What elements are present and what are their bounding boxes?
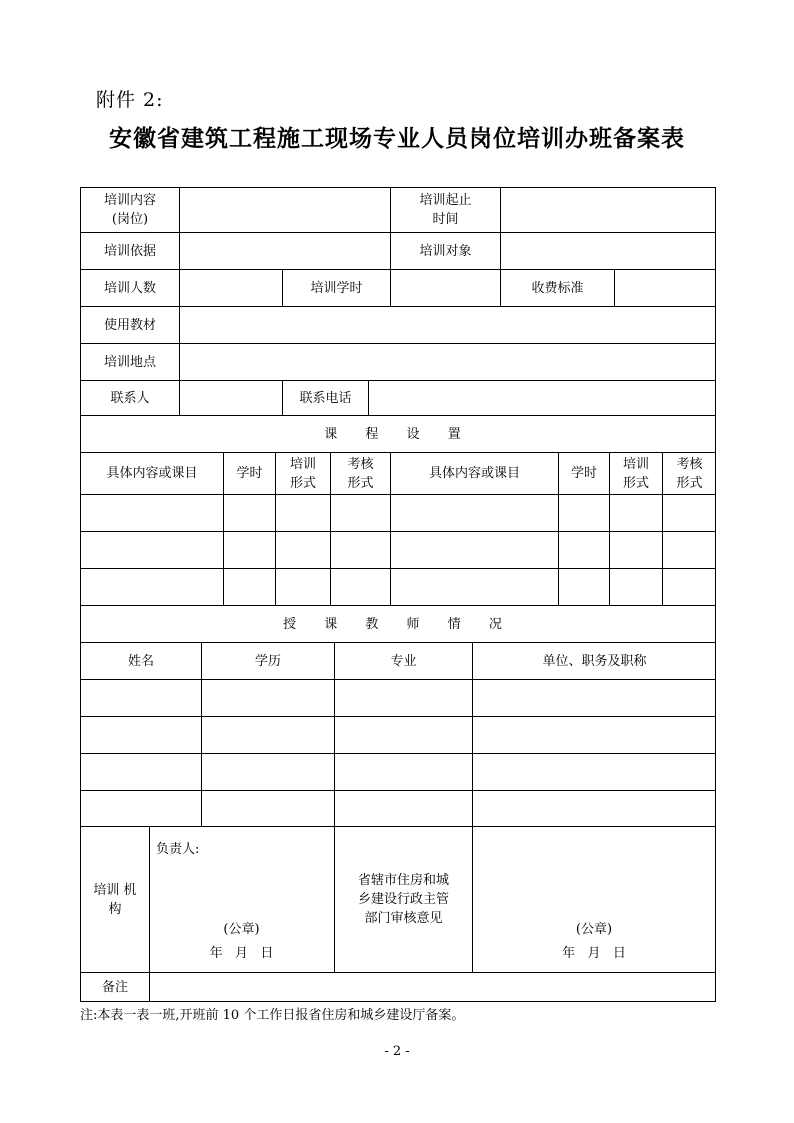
- course-section-title: 课 程 设 置: [80, 415, 716, 452]
- institution-date-label: 年 月 日: [209, 946, 274, 961]
- contact-person-label: 联系人: [80, 380, 179, 415]
- teacher-header-unit-title: 单位、职务及职称: [472, 642, 716, 679]
- course-header-hours-2: 学时: [558, 452, 609, 494]
- course-cell[interactable]: [609, 531, 662, 568]
- course-cell[interactable]: [80, 531, 223, 568]
- trainee-count-label: 培训人数: [80, 269, 179, 306]
- institution-seal-label: (公章): [223, 922, 260, 937]
- course-header-content-1: 具体内容或课目: [80, 452, 223, 494]
- teacher-header-education: 学历: [201, 642, 334, 679]
- training-hours-label: 培训学时: [282, 269, 390, 306]
- teacher-cell[interactable]: [472, 790, 716, 826]
- course-header-assess-2: 考核 形式: [662, 452, 716, 494]
- course-cell[interactable]: [390, 568, 558, 605]
- textbook-field[interactable]: [179, 306, 716, 343]
- contact-phone-field[interactable]: [368, 380, 716, 415]
- course-cell[interactable]: [275, 494, 330, 531]
- teacher-cell[interactable]: [334, 790, 472, 826]
- course-cell[interactable]: [223, 568, 275, 605]
- teacher-section-title: 授 课 教 师 情 况: [80, 605, 716, 642]
- authority-review-label: 省辖市住房和城 乡建设行政主管 部门审核意见: [334, 826, 472, 972]
- training-target-label: 培训对象: [390, 232, 500, 269]
- teacher-cell[interactable]: [334, 716, 472, 753]
- training-period-field[interactable]: [500, 187, 716, 232]
- course-cell[interactable]: [80, 568, 223, 605]
- contact-phone-label: 联系电话: [282, 380, 368, 415]
- teacher-cell[interactable]: [80, 790, 201, 826]
- training-location-label: 培训地点: [80, 343, 179, 380]
- teacher-header-name: 姓名: [80, 642, 201, 679]
- training-content-label: 培训内容 (岗位): [80, 187, 179, 232]
- teacher-cell[interactable]: [334, 753, 472, 790]
- course-header-form-2: 培训 形式: [609, 452, 662, 494]
- course-cell[interactable]: [558, 568, 609, 605]
- course-header-content-2: 具体内容或课目: [390, 452, 558, 494]
- teacher-cell[interactable]: [472, 716, 716, 753]
- footnote: 注:本表一表一班,开班前 10 个工作日报省住房和城乡建设厅备案。: [80, 1008, 465, 1023]
- training-period-label: 培训起止 时间: [390, 187, 500, 232]
- trainee-count-field[interactable]: [179, 269, 282, 306]
- course-cell[interactable]: [662, 494, 716, 531]
- responsible-person-label: 负责人:: [156, 842, 200, 857]
- training-target-field[interactable]: [500, 232, 716, 269]
- teacher-cell[interactable]: [334, 679, 472, 716]
- attachment-label: 附件 2:: [96, 89, 164, 111]
- training-content-field[interactable]: [179, 187, 390, 232]
- teacher-cell[interactable]: [80, 753, 201, 790]
- page-number: - 2 -: [384, 1044, 410, 1059]
- fee-standard-field[interactable]: [614, 269, 716, 306]
- authority-seal-label: (公章): [575, 922, 613, 937]
- course-cell[interactable]: [390, 531, 558, 568]
- teacher-header-major: 专业: [334, 642, 472, 679]
- course-cell[interactable]: [330, 568, 390, 605]
- training-institution-label: 培训 机 构: [80, 826, 149, 972]
- course-cell[interactable]: [275, 531, 330, 568]
- training-basis-field[interactable]: [179, 232, 390, 269]
- course-cell[interactable]: [223, 494, 275, 531]
- remarks-field[interactable]: [149, 972, 716, 1002]
- course-cell[interactable]: [275, 568, 330, 605]
- teacher-cell[interactable]: [201, 679, 334, 716]
- contact-person-field[interactable]: [179, 380, 282, 415]
- teacher-cell[interactable]: [201, 716, 334, 753]
- training-hours-field[interactable]: [390, 269, 500, 306]
- course-cell[interactable]: [223, 531, 275, 568]
- teacher-cell[interactable]: [472, 679, 716, 716]
- course-header-assess-1: 考核 形式: [330, 452, 390, 494]
- course-cell[interactable]: [558, 531, 609, 568]
- course-cell[interactable]: [558, 494, 609, 531]
- teacher-cell[interactable]: [472, 753, 716, 790]
- course-cell[interactable]: [330, 531, 390, 568]
- page-title: 安徽省建筑工程施工现场专业人员岗位培训办班备案表: [109, 125, 685, 152]
- course-cell[interactable]: [609, 568, 662, 605]
- course-cell[interactable]: [390, 494, 558, 531]
- authority-date-label: 年 月 日: [562, 946, 626, 961]
- course-cell[interactable]: [662, 568, 716, 605]
- teacher-cell[interactable]: [80, 716, 201, 753]
- course-header-hours-1: 学时: [223, 452, 275, 494]
- course-cell[interactable]: [80, 494, 223, 531]
- teacher-cell[interactable]: [201, 790, 334, 826]
- fee-standard-label: 收费标准: [500, 269, 614, 306]
- textbook-label: 使用教材: [80, 306, 179, 343]
- training-basis-label: 培训依据: [80, 232, 179, 269]
- course-header-form-1: 培训 形式: [275, 452, 330, 494]
- course-cell[interactable]: [609, 494, 662, 531]
- teacher-cell[interactable]: [80, 679, 201, 716]
- course-cell[interactable]: [662, 531, 716, 568]
- remarks-label: 备注: [80, 972, 149, 1002]
- course-cell[interactable]: [330, 494, 390, 531]
- teacher-cell[interactable]: [201, 753, 334, 790]
- training-location-field[interactable]: [179, 343, 716, 380]
